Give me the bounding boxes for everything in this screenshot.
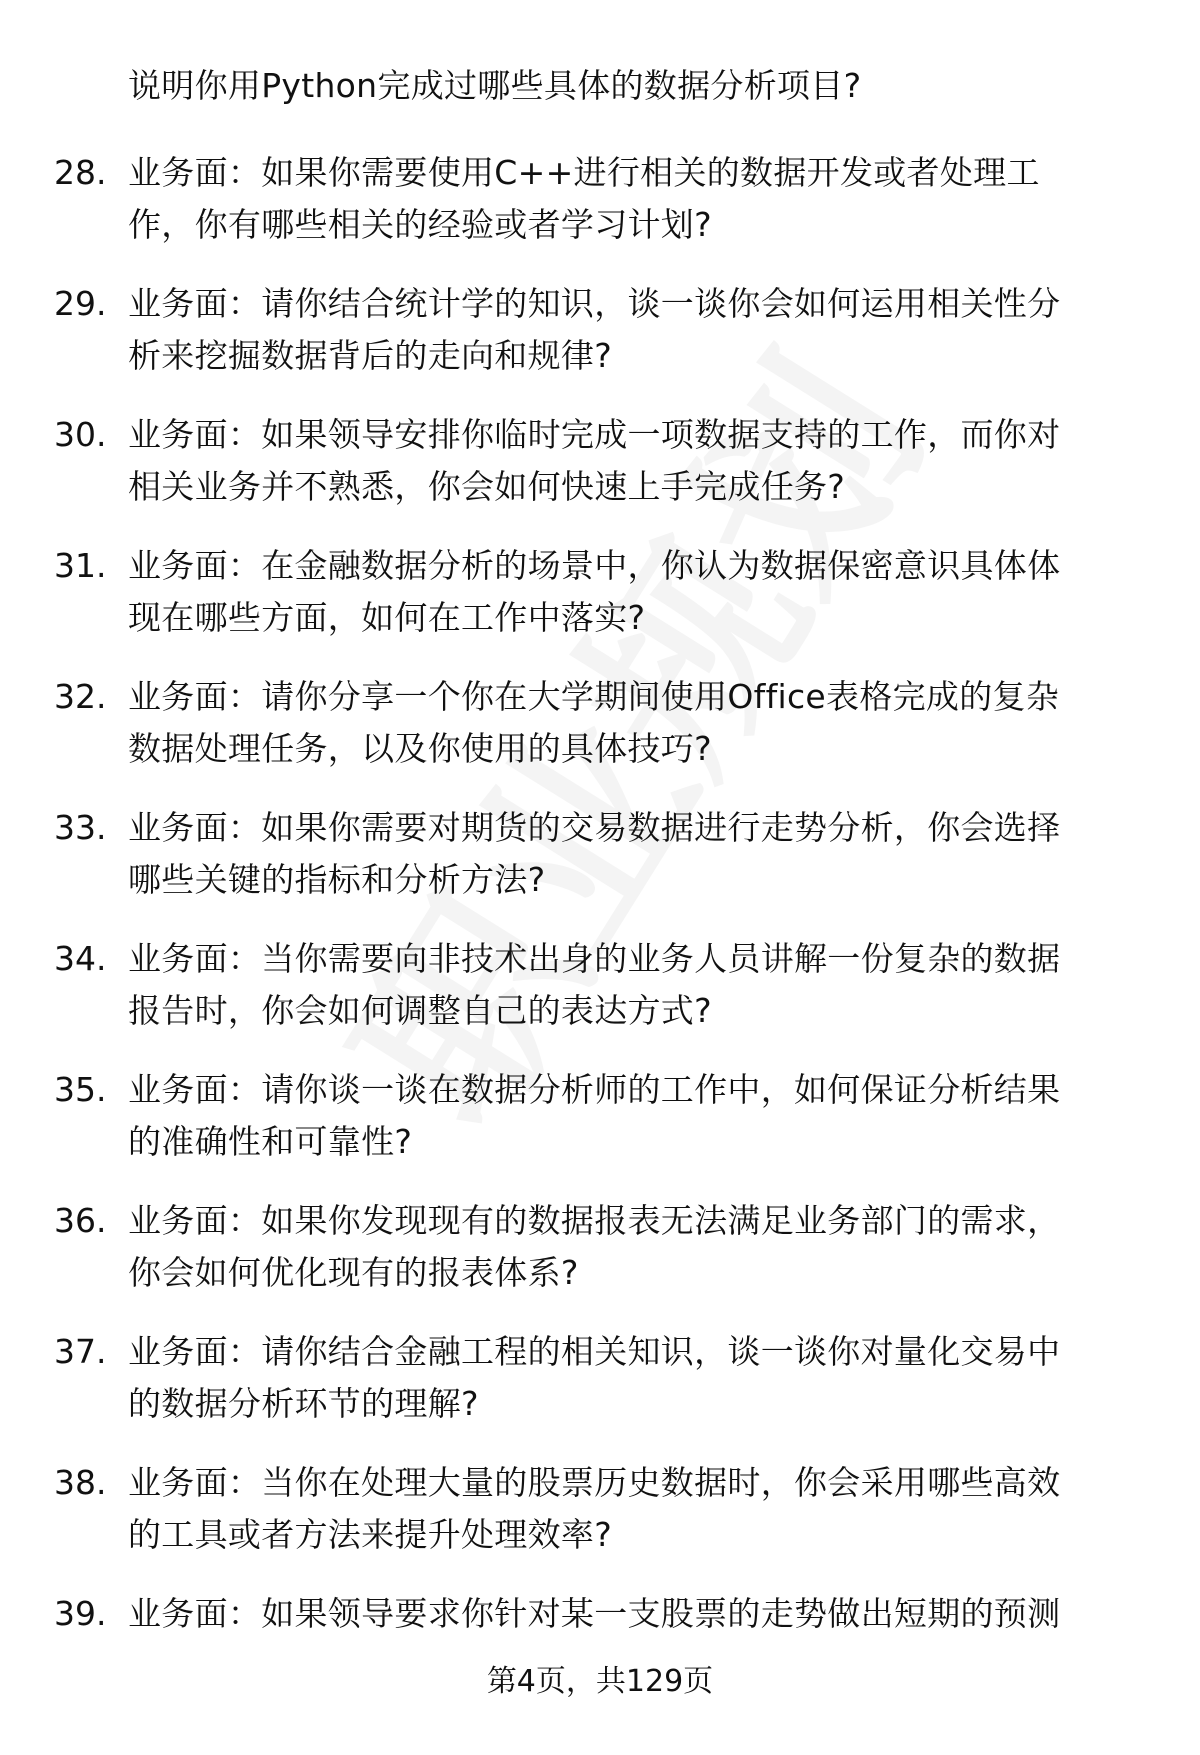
question-text bbox=[128, 802, 1158, 906]
question-number: 35. bbox=[54, 1070, 107, 1109]
question-number: 36. bbox=[54, 1201, 107, 1240]
question-line: 数据处理任务，以及你使用的具体技巧? bbox=[128, 729, 712, 768]
question-line: 业务面：如果你需要对期货的交易数据进行走势分析，你会选择 bbox=[128, 808, 1061, 847]
question-line: 的数据分析环节的理解? bbox=[128, 1384, 479, 1423]
question-line: 相关业务并不熟悉，你会如何快速上手完成任务? bbox=[128, 467, 846, 506]
question-number: 30. bbox=[54, 415, 107, 454]
question-text bbox=[128, 933, 1158, 1037]
question-line: 业务面：请你谈一谈在数据分析师的工作中，如何保证分析结果 bbox=[128, 1070, 1061, 1109]
question-text bbox=[128, 1064, 1158, 1168]
question-text bbox=[128, 540, 1158, 644]
question-line: 业务面：请你结合金融工程的相关知识，谈一谈你对量化交易中 bbox=[128, 1332, 1061, 1371]
list-item bbox=[0, 1195, 1200, 1310]
list-item bbox=[0, 278, 1200, 393]
question-number: 34. bbox=[54, 939, 107, 978]
question-number: 37. bbox=[54, 1332, 107, 1371]
list-item bbox=[0, 933, 1200, 1048]
question-line: 的准确性和可靠性? bbox=[128, 1122, 413, 1161]
question-text bbox=[128, 147, 1158, 251]
question-line: 业务面：如果你需要使用C++进行相关的数据开发或者处理工 bbox=[128, 153, 1040, 192]
question-number: 31. bbox=[54, 546, 107, 585]
question-list bbox=[0, 147, 1200, 1719]
list-item bbox=[0, 671, 1200, 786]
question-text bbox=[128, 1588, 1158, 1640]
question-number: 38. bbox=[54, 1463, 107, 1502]
list-item bbox=[0, 540, 1200, 655]
list-item bbox=[0, 1064, 1200, 1179]
question-text bbox=[128, 671, 1158, 775]
question-line: 现在哪些方面，如何在工作中落实? bbox=[128, 598, 646, 637]
question-line: 作，你有哪些相关的经验或者学习计划? bbox=[128, 205, 712, 244]
question-number: 32. bbox=[54, 677, 107, 716]
question-number: 28. bbox=[54, 153, 107, 192]
question-line: 业务面：请你分享一个你在大学期间使用Office表格完成的复杂 bbox=[128, 677, 1060, 716]
question-line: 析来挖掘数据背后的走向和规律? bbox=[128, 336, 613, 375]
question-line: 业务面：请你结合统计学的知识，谈一谈你会如何运用相关性分 bbox=[128, 284, 1061, 323]
question-line: 报告时，你会如何调整自己的表达方式? bbox=[128, 991, 712, 1030]
question-line: 你会如何优化现有的报表体系? bbox=[128, 1253, 579, 1292]
question-line: 的工具或者方法来提升处理效率? bbox=[128, 1515, 613, 1554]
list-item bbox=[0, 147, 1200, 262]
question-text bbox=[128, 409, 1158, 513]
question-number: 39. bbox=[54, 1594, 107, 1633]
question-number: 33. bbox=[54, 808, 107, 847]
page-number: 第4页，共129页 bbox=[486, 1664, 714, 1699]
question-text bbox=[128, 278, 1158, 382]
question-line: 哪些关键的指标和分析方法? bbox=[128, 860, 546, 899]
question-text bbox=[128, 1195, 1158, 1299]
question-line: 业务面：在金融数据分析的场景中，你认为数据保密意识具体体 bbox=[128, 546, 1061, 585]
continued-question-text: 说明你用Python完成过哪些具体的数据分析项目? bbox=[128, 66, 862, 105]
question-text bbox=[128, 1457, 1158, 1561]
question-line: 业务面：当你在处理大量的股票历史数据时，你会采用哪些高效 bbox=[128, 1463, 1061, 1502]
question-line: 业务面：如果领导要求你针对某一支股票的走势做出短期的预测 bbox=[128, 1594, 1061, 1633]
question-line: 业务面：如果领导安排你临时完成一项数据支持的工作，而你对 bbox=[128, 415, 1061, 454]
list-item bbox=[0, 1457, 1200, 1572]
list-item bbox=[0, 802, 1200, 917]
question-text bbox=[128, 1326, 1158, 1430]
list-item bbox=[0, 409, 1200, 524]
question-line: 业务面：如果你发现现有的数据报表无法满足业务部门的需求， bbox=[128, 1201, 1061, 1240]
list-item bbox=[0, 1326, 1200, 1441]
question-line: 业务面：当你需要向非技术出身的业务人员讲解一份复杂的数据 bbox=[128, 939, 1061, 978]
question-number: 29. bbox=[54, 284, 107, 323]
